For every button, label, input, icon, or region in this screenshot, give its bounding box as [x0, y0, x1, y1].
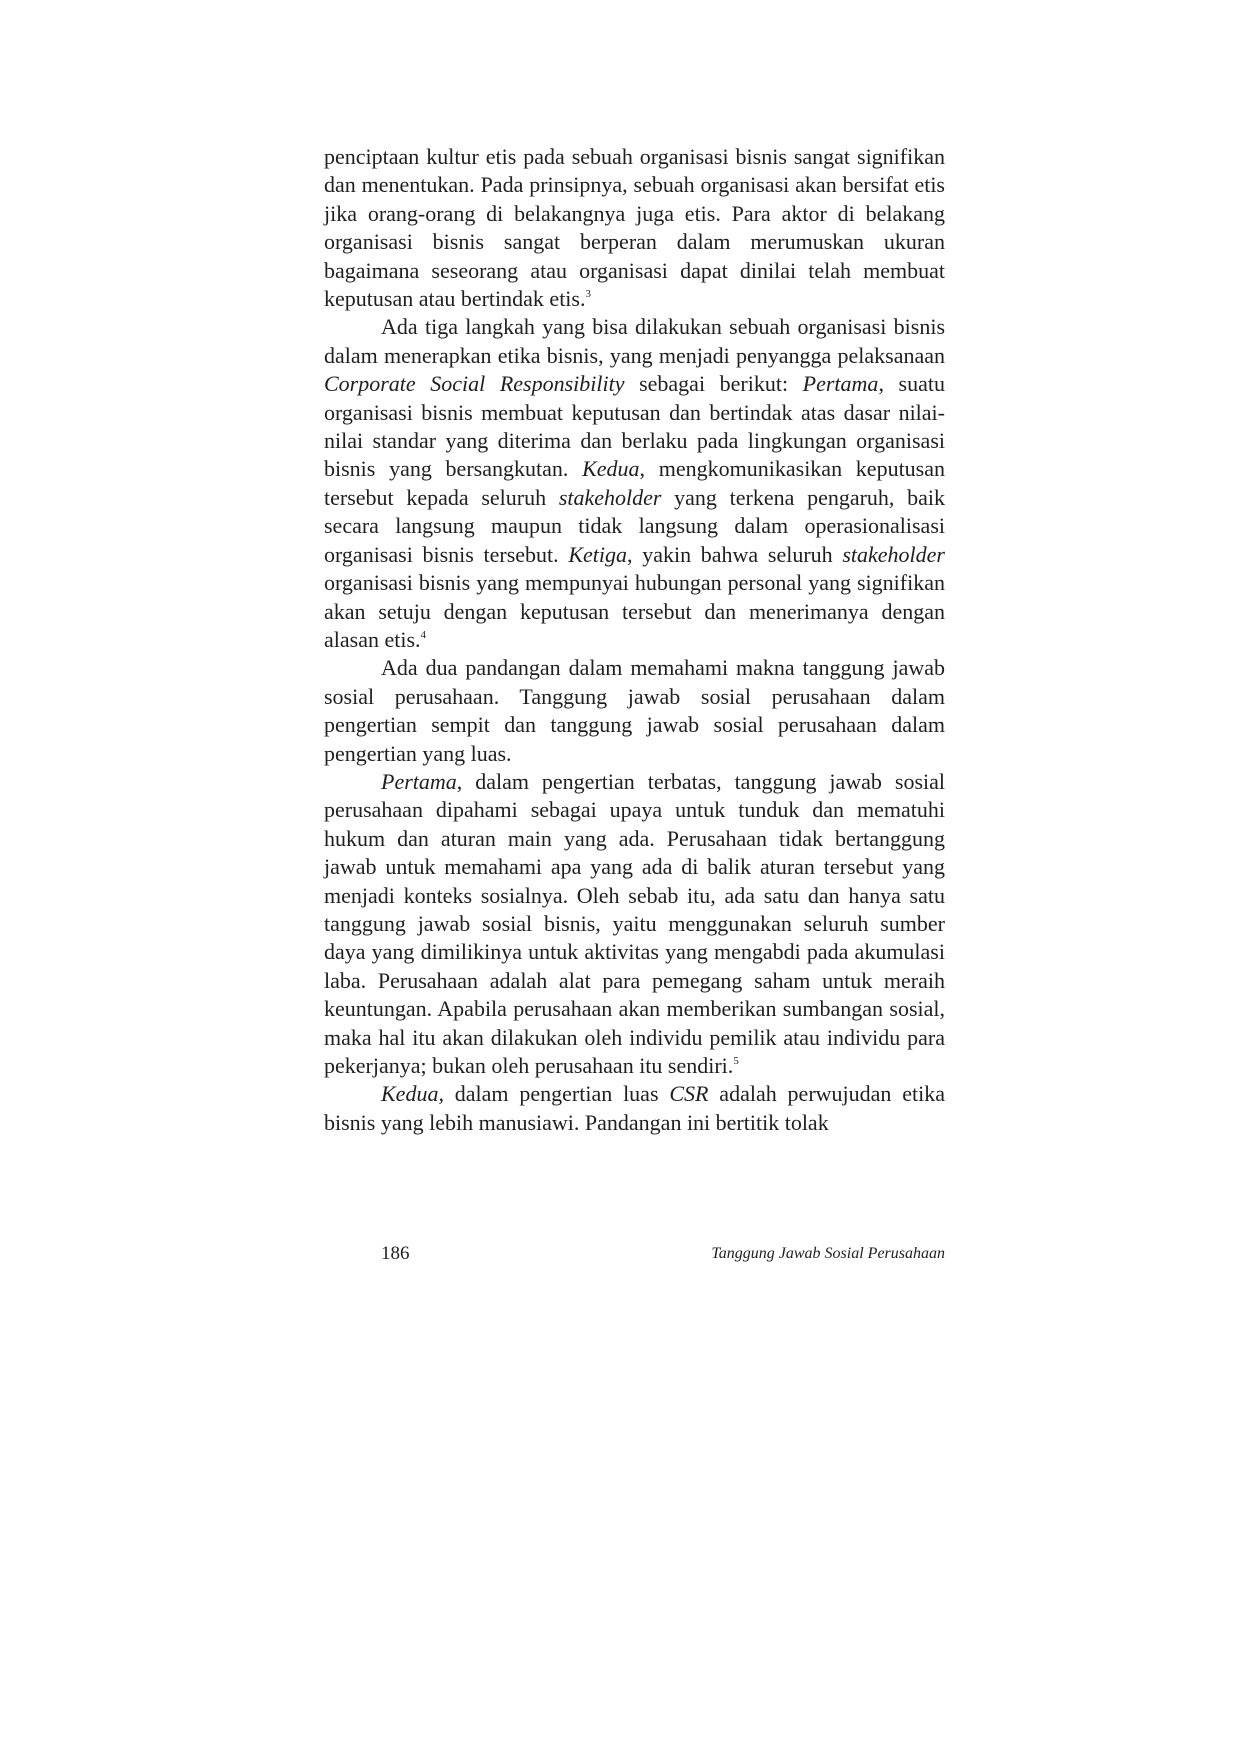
text-segment: , mengkomunikasikan keputusan tersebut kepada seluruh: [324, 456, 946, 510]
page-footer: [324, 1243, 945, 1273]
italic-term: Corporate Social Responsibility: [324, 371, 625, 397]
text-segment: dalam pengertian luas: [443, 1081, 670, 1107]
text-segment: , suatu organisasi bisnis membuat keputusan dan bertindak atas dasar nilai-nilai standar yang diterima dan berlaku pada lingkungan organisasi bisnis yang bersangkutan.: [324, 371, 945, 482]
text-segment: penciptaan kultur etis pada sebuah organisasi bisnis sangat signifikan dan menentukan. Pada prinsipnya, sebuah organisasi akan bersifat etis jika orang-orang di belakangnya juga etis. Para aktor di belakang organisasi bisnis sangat berperan dalam merumuskan ukuran bagaimana seseorang atau organisasi dapat dinilai telah membuat keputusan atau bertindak etis.: [324, 144, 945, 312]
paragraph: [324, 143, 945, 313]
italic-term: stakeholder: [558, 484, 662, 510]
italic-term: stakeholder: [842, 541, 945, 567]
text-segment: organisasi bisnis yang mempunyai hubungan personal yang signifikan akan setuju dengan keputusan tersebut dan menerimanya dengan alasan etis.: [324, 570, 945, 652]
italic-term: Pertama: [802, 371, 879, 397]
paragraph: [324, 768, 945, 1080]
italic-term: Pertama: [381, 768, 457, 794]
italic-term: Ketiga: [568, 541, 628, 567]
text-segment: yang terkena pengaruh, baik secara langsung maupun tidak langsung dalam operasionalisasi organisasi bisnis tersebut.: [324, 484, 946, 567]
text-segment: sebagai berikut:: [624, 371, 803, 397]
italic-term: CSR: [669, 1081, 709, 1107]
paragraph: [324, 654, 945, 768]
text-segment: , dalam pengertian terbatas, tanggung jawab sosial perusahaan dipahami sebagai upaya untuk tunduk dan mematuhi hukum dan aturan main yang ada. Perusahaan tidak bertanggung jawab untuk memahami apa yang ada di balik aturan tersebut yang menjadi konteks sosialnya. Oleh sebab itu, ada satu dan hanya satu tanggung jawab sosial bisnis, yaitu menggunakan seluruh sumber daya yang dimilikinya untuk aktivitas yang mengabdi pada akumulasi laba. Perusahaan adalah alat para pemegang saham untuk meraih keuntungan. Apabila perusahaan akan memberikan sumbangan sosial, maka hal itu akan dilakukan oleh individu pemilik atau individu para pekerjanya; bukan oleh perusahaan itu sendiri.: [324, 768, 945, 1078]
italic-term: Kedua: [582, 456, 640, 482]
footnote-marker: 5: [733, 1055, 739, 1067]
body-text: [324, 143, 945, 1137]
text-segment: Ada tiga langkah yang bisa dilakukan sebuah organisasi bisnis dalam menerapkan etika bisnis, yang menjadi penyangga pelaksanaan: [324, 314, 945, 368]
text-segment: adalah perwujudan etika bisnis yang lebih manusiawi. Pandangan ini bertitik tolak: [324, 1081, 945, 1135]
paragraph: [324, 1080, 945, 1137]
paragraph: [324, 313, 945, 654]
italic-term: Kedua,: [381, 1081, 444, 1107]
page-number: 186: [381, 1243, 410, 1264]
text-segment: Ada dua pandangan dalam memahami makna tanggung jawab sosial perusahaan. Tanggung jawab sosial perusahaan dalam pengertian sempit dan tanggung jawab sosial perusahaan dalam pengertian yang luas.: [324, 655, 945, 766]
footnote-marker: 3: [585, 288, 591, 301]
footnote-marker: 4: [420, 628, 427, 641]
running-title: Tanggung Jawab Sosial Perusahaan: [711, 1245, 945, 1262]
text-segment: , yakin bahwa seluruh: [627, 541, 843, 567]
